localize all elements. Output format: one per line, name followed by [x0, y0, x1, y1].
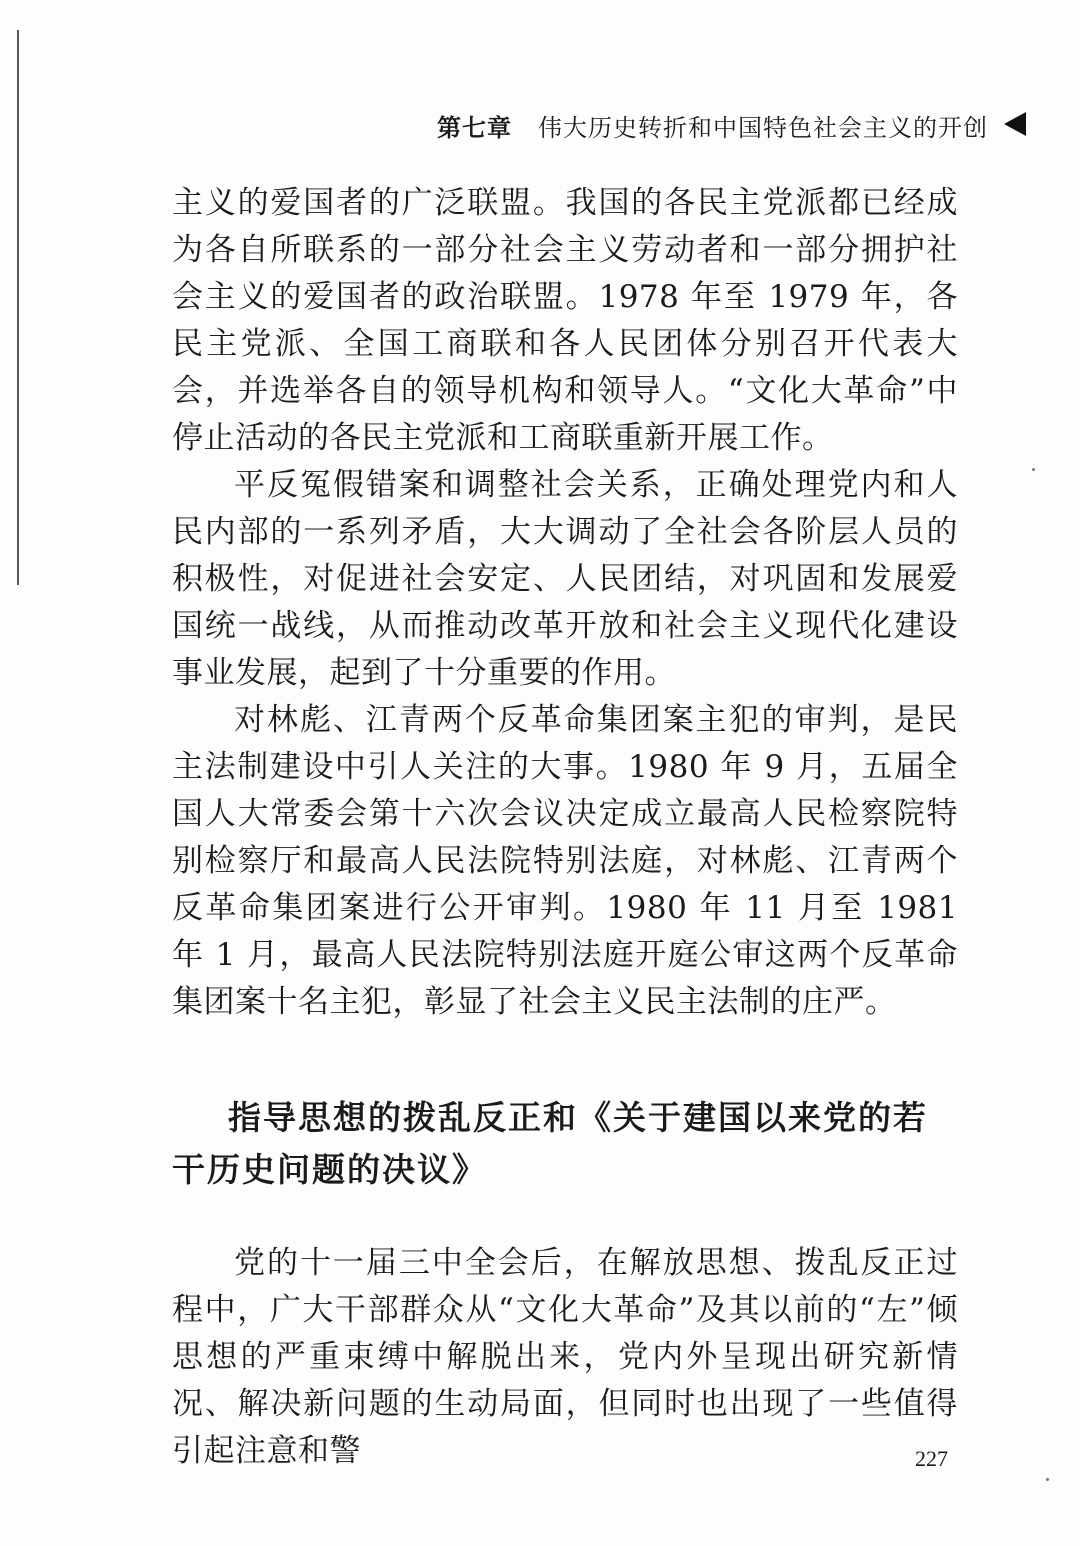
chapter-title: 伟大历史转折和中国特色社会主义的开创	[538, 114, 988, 142]
scan-speck	[1032, 468, 1035, 471]
paragraph-3: 对林彪、江青两个反革命集团案主犯的审判，是民主法制建设中引人关注的大事。1980 年 9 月，五届全国人大常委会第十六次会议决定成立最高人民检察院特别检察厅和最高人民法院特别法庭，对林彪、江青两个反革命集团案进行公开审判。1980 年 11 月至 1981 年 1 月，最高人民法院特别法庭开庭公审这两个反革命集团案十名主犯，彰显了社会主义民主法制的庄严。	[172, 702, 958, 1020]
section-heading: 指导思想的拨乱反正和《关于建国以来党的若干历史问题的决议》	[172, 1098, 928, 1189]
page-number: 227	[915, 1446, 948, 1471]
paragraph-1: 主义的爱国者的广泛联盟。我国的各民主党派都已经成为各自所联系的一部分社会主义劳动者和一部分拥护社会主义的爱国者的政治联盟。1978 年至 1979 年，各民主党派、全国工商联和各人民团体分别召开代表大会，并选举各自的领导机构和领导人。“文化大革命”中停止活动的各民主党派和工商联重新开展工作。	[172, 185, 958, 456]
left-triangle-icon	[1004, 112, 1026, 136]
scan-speck	[1046, 1478, 1049, 1481]
paragraph-2: 平反冤假错案和调整社会关系，正确处理党内和人民内部的一系列矛盾，大大调动了全社会各阶层人员的积极性，对促进社会安定、人民团结，对巩固和发展爱国统一战线，从而推动改革开放和社会主义现代化建设事业发展，起到了十分重要的作用。	[172, 467, 958, 691]
binding-edge-line	[17, 30, 19, 585]
section-paragraph: 党的十一届三中全会后，在解放思想、拨乱反正过程中，广大干部群众从“文化大革命”及其以前的“左”倾思想的严重束缚中解脱出来，党内外呈现出研究新情况、解决新问题的生动局面，但同时也出现了一些值得引起注意和警	[172, 1245, 958, 1469]
page-body	[172, 180, 958, 1475]
running-header	[437, 108, 988, 143]
chapter-label: 第七章	[437, 114, 512, 142]
